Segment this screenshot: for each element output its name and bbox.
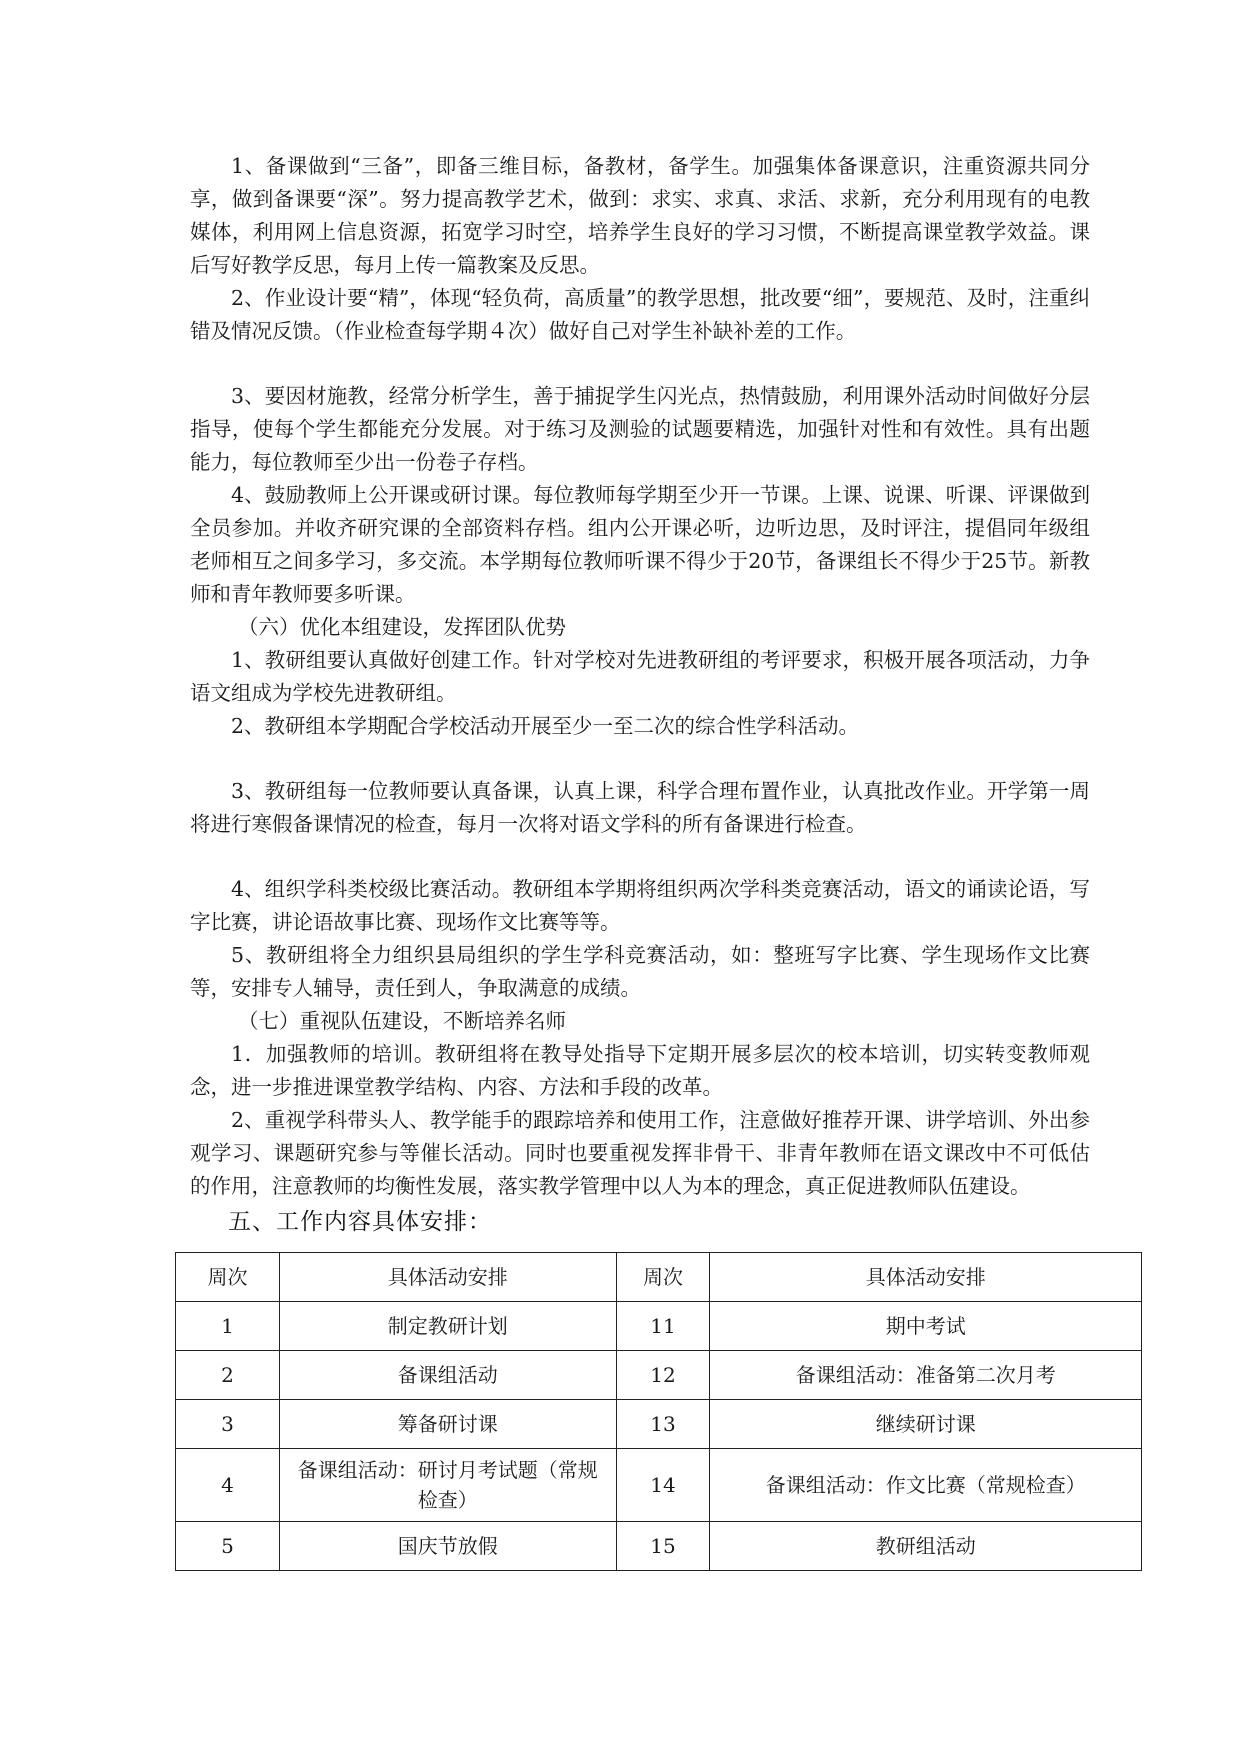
subsection-title-team: （六）优化本组建设，发挥团队优势 bbox=[238, 615, 566, 639]
week-cell: 4 bbox=[176, 1449, 280, 1522]
activity-cell: 备课组活动：研讨月考试题（常规检查） bbox=[279, 1449, 616, 1522]
header-week: 周次 bbox=[176, 1253, 280, 1302]
activity-cell: 国庆节放假 bbox=[279, 1522, 616, 1571]
table-header-row bbox=[176, 1253, 1142, 1302]
paragraph-open-class: 4、鼓励教师上公开课或研讨课。每位教师每学期至少开一节课。上课、说课、听课、评课做到全员参加。并收齐研究课的全部资料存档。组内公开课必听，边听边思，及时评注，提倡同年级组老师相互之间多学习，多交流。本学期每位教师听课不得少于20节，备课组长不得少于25节。新教师和青年教师要多听课。 bbox=[190, 483, 1090, 606]
week-cell: 15 bbox=[616, 1522, 710, 1571]
table-row bbox=[176, 1400, 1142, 1449]
document-body bbox=[190, 150, 1090, 1240]
paragraph-staff-1: 1．加强教师的培训。教研组将在教导处指导下定期开展多层次的校本培训，切实转变教师观念，进一步推进课堂教学结构、内容、方法和手段的改革。 bbox=[190, 1042, 1090, 1099]
header-week: 周次 bbox=[616, 1253, 710, 1302]
paragraph-team-5: 5、教研组将全力组织县局组织的学生学科竞赛活动，如：整班写字比赛、学生现场作文比赛等，安排专人辅导，责任到人，争取满意的成绩。 bbox=[190, 943, 1090, 1000]
paragraph-homework: 2、作业设计要“精”，体现“轻负荷，高质量”的教学思想，批改要“细”，要规范、及时，注重纠错及情况反馈。（作业检查每学期４次）做好自己对学生补缺补差的工作。 bbox=[190, 286, 1090, 343]
activity-cell: 备课组活动：准备第二次月考 bbox=[710, 1351, 1142, 1400]
paragraph-staff-2: 2、重视学科带头人、教学能手的跟踪培养和使用工作，注意做好推荐开课、讲学培训、外出参观学习、课题研究参与等催长活动。同时也要重视发挥非骨干、非青年教师在语文课改中不可低估的作用，注意教师的均衡性发展，落实教学管理中以人为本的理念，真正促进教师队伍建设。 bbox=[190, 1108, 1090, 1198]
activity-cell: 备课组活动：作文比赛（常规检查） bbox=[710, 1449, 1142, 1522]
paragraph-team-2: 2、教研组本学期配合学校活动开展至少一至二次的综合性学科活动。 bbox=[231, 714, 860, 738]
paragraph-team-3: 3、教研组每一位教师要认真备课，认真上课，科学合理布置作业，认真批改作业。开学第一周将进行寒假备课情况的检查，每月一次将对语文学科的所有备课进行检查。 bbox=[190, 779, 1090, 836]
activity-cell: 继续研讨课 bbox=[710, 1400, 1142, 1449]
week-cell: 3 bbox=[176, 1400, 280, 1449]
schedule-table bbox=[175, 1252, 1142, 1571]
activity-cell: 教研组活动 bbox=[710, 1522, 1142, 1571]
week-cell: 14 bbox=[616, 1449, 710, 1522]
activity-cell: 期中考试 bbox=[710, 1302, 1142, 1351]
week-cell: 1 bbox=[176, 1302, 280, 1351]
table-row bbox=[176, 1351, 1142, 1400]
week-cell: 12 bbox=[616, 1351, 710, 1400]
week-cell: 2 bbox=[176, 1351, 280, 1400]
subsection-title-staff: （七）重视队伍建设，不断培养名师 bbox=[238, 1009, 566, 1033]
table-row bbox=[176, 1522, 1142, 1571]
section-heading: 五、工作内容具体安排： bbox=[228, 1209, 492, 1235]
activity-cell: 备课组活动 bbox=[279, 1351, 616, 1400]
paragraph-team-4: 4、组织学科类校级比赛活动。教研组本学期将组织两次学科类竞赛活动，语文的诵读论语，写字比赛，讲论语故事比赛、现场作文比赛等等。 bbox=[190, 877, 1090, 934]
table-row bbox=[176, 1302, 1142, 1351]
week-cell: 13 bbox=[616, 1400, 710, 1449]
activity-cell: 制定教研计划 bbox=[279, 1302, 616, 1351]
table-row bbox=[176, 1449, 1142, 1522]
header-activity: 具体活动安排 bbox=[279, 1253, 616, 1302]
activity-cell: 筹备研讨课 bbox=[279, 1400, 616, 1449]
paragraph-team-1: 1、教研组要认真做好创建工作。针对学校对先进教研组的考评要求，积极开展各项活动，力争语文组成为学校先进教研组。 bbox=[190, 648, 1090, 705]
paragraph-individual-teaching: 3、要因材施教，经常分析学生，善于捕捉学生闪光点，热情鼓励，利用课外活动时间做好分层指导，使每个学生都能充分发展。对于练习及测验的试题要精选，加强针对性和有效性。具有出题能力，每位教师至少出一份卷子存档。 bbox=[190, 384, 1090, 474]
paragraph-lesson-prep: 1、备课做到“三备”，即备三维目标，备教材，备学生。加强集体备课意识，注重资源共同分享，做到备课要“深”。努力提高教学艺术，做到：求实、求真、求活、求新，充分利用现有的电教媒体，利用网上信息资源，拓宽学习时空，培养学生良好的学习习惯，不断提高课堂教学效益。课后写好教学反思，每月上传一篇教案及反思。 bbox=[190, 154, 1090, 277]
header-activity: 具体活动安排 bbox=[710, 1253, 1142, 1302]
week-cell: 11 bbox=[616, 1302, 710, 1351]
week-cell: 5 bbox=[176, 1522, 280, 1571]
